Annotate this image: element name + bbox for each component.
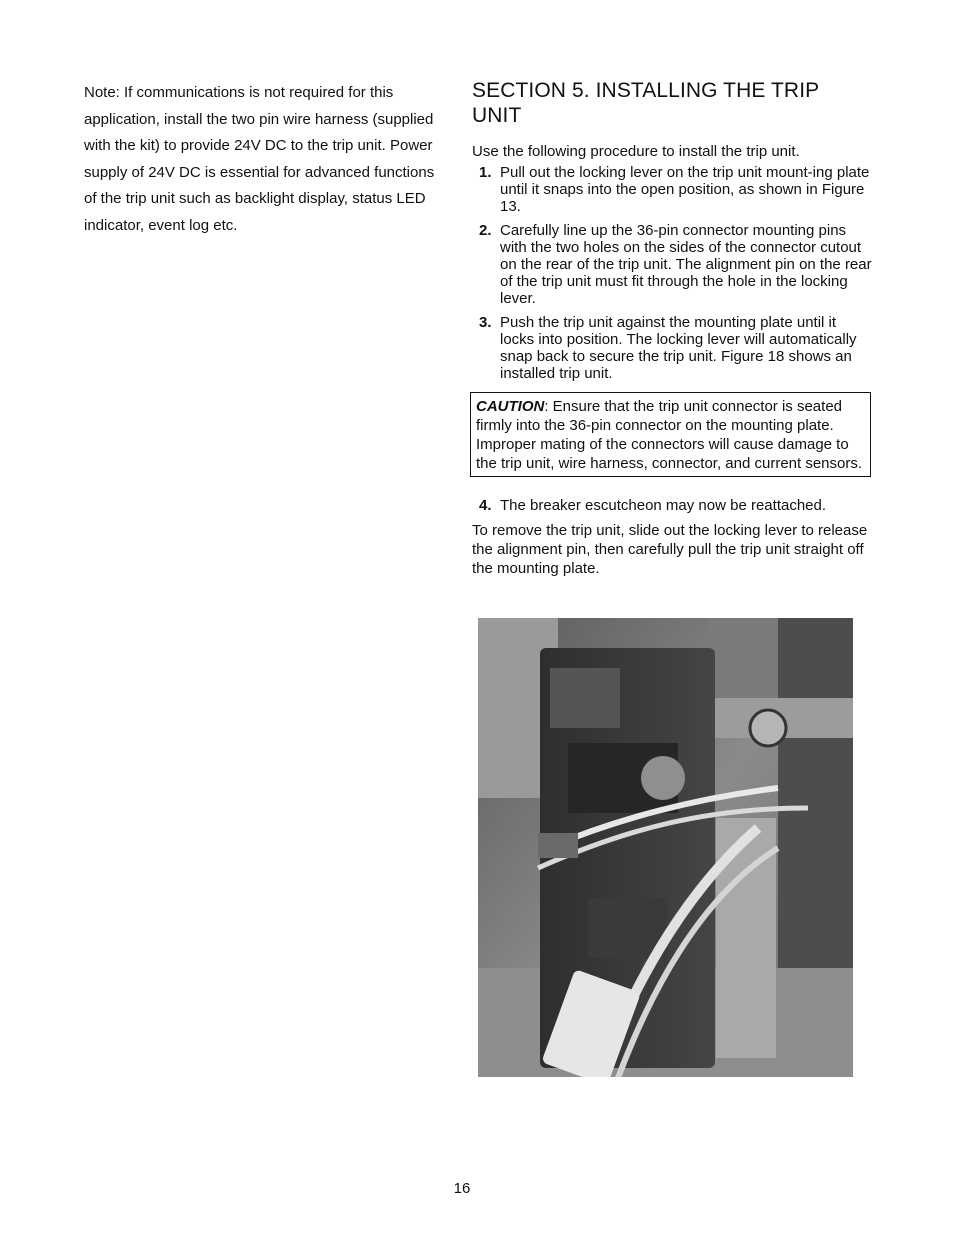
page-number: 16: [453, 1180, 471, 1197]
step-3: [472, 314, 872, 382]
trip-unit-photo-illustration: [478, 618, 853, 1077]
step-text: The breaker escutcheon may now be reattached.: [500, 497, 827, 514]
step-number: 2.: [479, 222, 492, 239]
caution-box: [470, 392, 871, 477]
installed-trip-unit-photo: [478, 618, 853, 1077]
caution-label: CAUTION: [476, 398, 545, 415]
step-number: 4.: [479, 497, 492, 514]
caution-text: : Ensure that the trip unit connector is seated firmly into the 36-pin connector on the mounting plate. Improper mating of the connectors will cause damage to the trip unit, wire harness, connector, and current sensors.: [476, 398, 863, 472]
step-number: 3.: [479, 314, 492, 331]
section-title: SECTION 5. INSTALLING THE TRIP UNIT: [472, 79, 819, 127]
section-intro: Use the following procedure to install the trip unit.: [472, 143, 800, 160]
note-column: [84, 80, 446, 239]
removal-paragraph: To remove the trip unit, slide out the locking lever to release the alignment pin, then carefully pull the trip unit straight off the mounting plate.: [472, 522, 868, 577]
step-2: [472, 222, 872, 307]
step-number: 1.: [479, 164, 492, 181]
step-4: [472, 497, 872, 514]
procedure-steps: [472, 164, 872, 382]
procedure-steps-continued: [472, 497, 872, 514]
step-text: Carefully line up the 36-pin connector mounting pins with the two holes on the sides of the connector cutout on the rear of the trip unit. The alignment pin on the rear of the trip unit must fit through the hole in the locking lever.: [500, 222, 872, 307]
step-1: [472, 164, 872, 215]
step-text: Push the trip unit against the mounting plate until it locks into position. The locking lever will automatically snap back to secure the trip unit. Figure 18 shows an installed trip unit.: [500, 314, 857, 382]
section-column: [472, 78, 872, 578]
note-paragraph: Note: If communications is not required for this application, install the two pin wire harness (supplied with the kit) to provide 24V DC to the trip unit. Power supply of 24V DC is essential for advanced functions of the trip unit such as backlight display, status LED indicator, event log etc.: [84, 84, 435, 234]
step-text: Pull out the locking lever on the trip unit mount-ing plate until it snaps into the open position, as shown in Figure 13.: [500, 164, 870, 215]
